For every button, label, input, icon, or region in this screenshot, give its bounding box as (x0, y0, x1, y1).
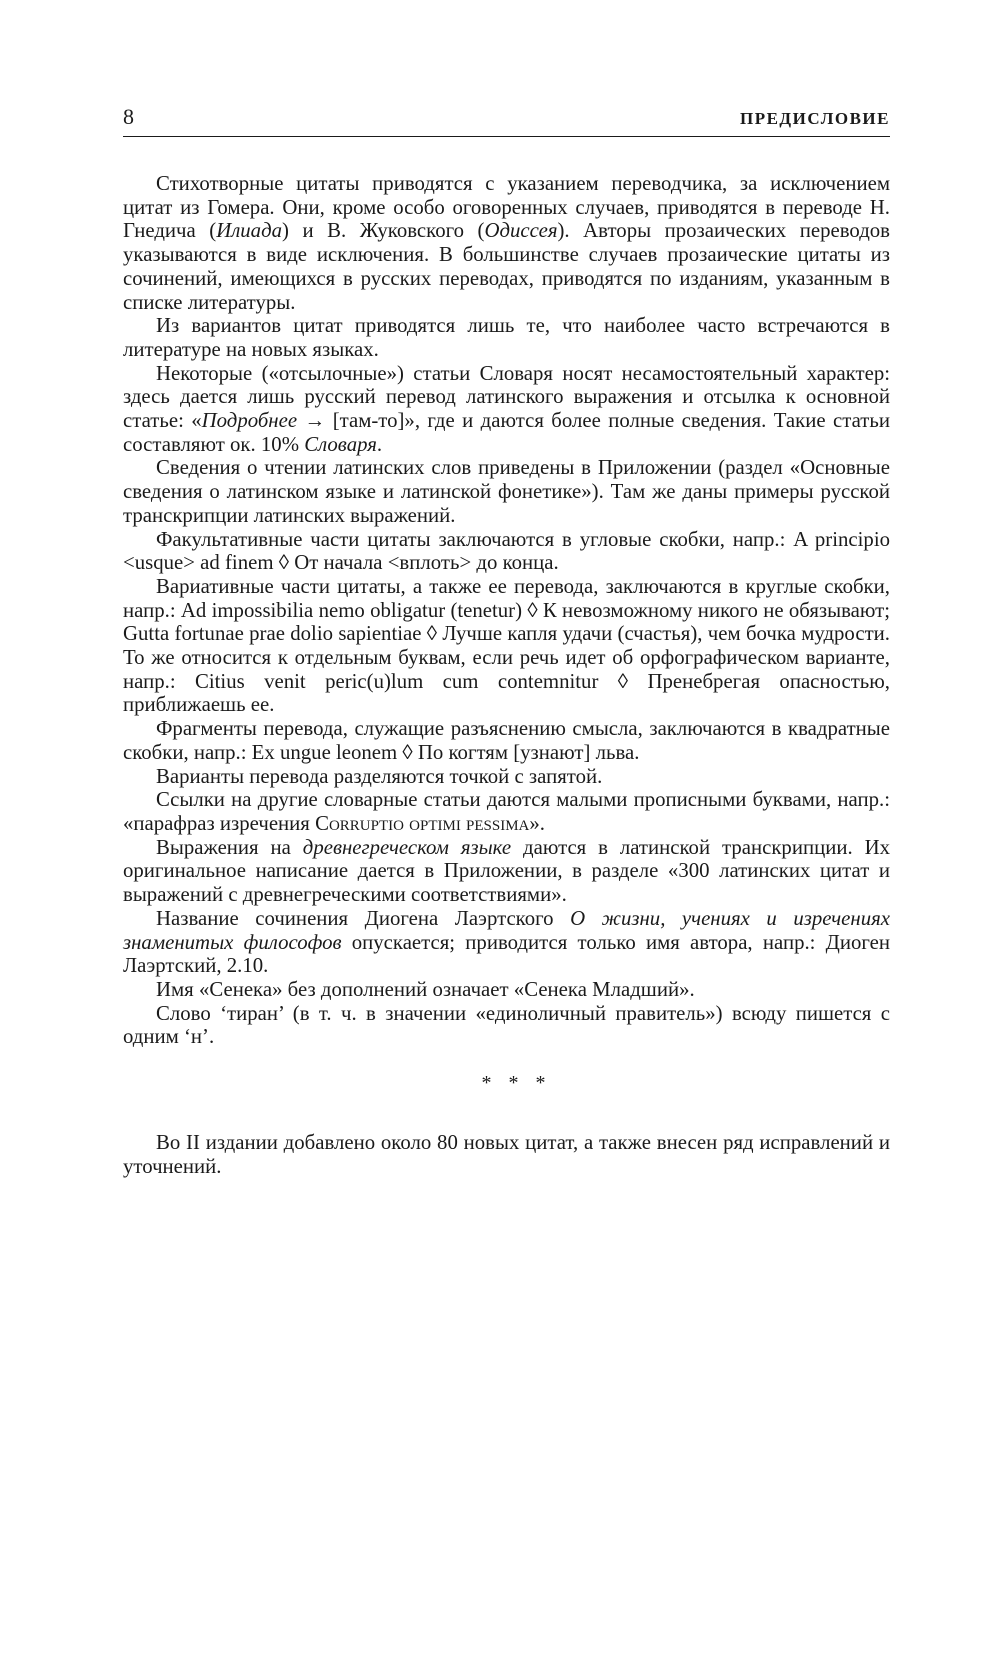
italic-greek-language: древнегреческом языке (302, 835, 512, 859)
paragraph-verse-quotes (123, 172, 890, 314)
paragraph-seneca: Имя «Сенека» без дополнений означает «Сенека Младший». (156, 977, 695, 1001)
text-run: [там-то]», где и даются более полные сведения. Такие статьи составляют ок. 10% (123, 409, 890, 456)
paragraph-cross-references (123, 788, 890, 835)
italic-title-odyssey: Одиссея (484, 219, 558, 243)
paragraph-optional-parts: Факультативные части цитаты заключаются в угловые скобки, напр.: A principio <usque> ad finem ◊ От начала <вплоть> до конца. (123, 527, 890, 575)
text-run: ). Авторы прозаических переводов указываются в виде исключения. В большинстве случаев прозаические цитаты из сочинений, имеющихся в русских переводах, приводятся по изданиям, указанным в списке литературы. (123, 219, 890, 314)
text-run: . (376, 432, 383, 456)
paragraph-translation-fragments: Фрагменты перевода, служащие разъяснению смысла, заключаются в квадратные скобки, напр.: Ex ungue leonem ◊ По когтям [узнают] льва. (123, 717, 890, 764)
small-caps-reference: Corruptio optimi pessima (315, 811, 530, 835)
arrow-icon: → (297, 409, 333, 433)
text-run: Ссылки на другие словарные статьи даются малыми прописными буквами, напр.: «парафраз изречения (123, 788, 890, 835)
paragraph-variable-parts: Вариативные части цитаты, а также ее перевода, заключаются в круглые скобки, напр.: Ad impossibilia nemo obligatur (tenetur) ◊ К невозможному никого не обязывают; Gutta fortunae prae dolio sapientiae ◊ Лучше капля удачи (счастья), чем бочка мудрости. То же относится к отдельным буквам, если речь идет об орфографическом варианте, напр.: Citius venit peric(u)lum cum contemnitur ◊ Пренебрегая опасностью, приближаешь ее. (123, 574, 890, 717)
body-text (123, 172, 890, 1178)
paragraph-reading-latin: Сведения о чтении латинских слов приведены в Приложении (раздел «Основные сведения о латинском языке и латинской фонетике»). Там же даны примеры русской транскрипции латинских выражений. (123, 456, 890, 527)
text-run: ) и В. Жуковского ( (282, 219, 485, 243)
paragraph-variants: Из вариантов цитат приводятся лишь те, что наиболее часто встречаются в литературе на новых языках. (123, 314, 890, 361)
text-run: Некоторые («отсылочные») статьи Словаря носят несамостоятельный характер: здесь дается лишь русский перевод латинского выражения и отсылка к основной статье: « (123, 361, 890, 433)
text-run: опускается; приводится только имя автора, напр.: Диоген Лаэртский, 2.10. (123, 930, 890, 978)
text-run: даются в латинской транскрипции. Их оригинальное написание дается в Приложении, в разделе «300 латинских цитат и выражений с древнегреческими соответствиями». (123, 835, 890, 907)
italic-podrobnee: Подробнее (201, 409, 298, 433)
paragraph-second-edition: Во II издании добавлено около 80 новых цитат, а также внесен ряд исправлений и уточнений. (123, 1131, 890, 1178)
italic-work-title: О жизни, учениях и изречениях знаменитых философов (123, 906, 890, 954)
page-header (123, 102, 890, 137)
italic-slovarya: Словаря (304, 432, 377, 456)
text-run: Выражения на (156, 835, 303, 859)
page-number: 8 (123, 104, 134, 129)
text-run: ». (529, 811, 545, 835)
paragraph-greek-expressions (123, 836, 890, 907)
running-title: ПРЕДИСЛОВИЕ (739, 109, 890, 128)
text-run: Стихотворные цитаты приводятся с указанием переводчика, за исключением цитат из Гомера. Они, кроме особо оговоренных случаев, приводятся в переводе Н. Гнедича ( (123, 172, 890, 243)
text-run: Название сочинения Диогена Лаэртского (156, 906, 571, 930)
paragraph-translation-variants: Варианты перевода разделяются точкой с запятой. (156, 764, 603, 788)
paragraph-diogenes (123, 907, 890, 978)
section-separator: * * * (481, 1072, 552, 1095)
italic-title-iliad: Илиада (216, 219, 282, 243)
paragraph-reference-entries (123, 362, 890, 457)
paragraph-tyrant: Слово ‘тиран’ (в т. ч. в значении «единоличный правитель») всюду пишется с одним ‘н’. (123, 1001, 890, 1049)
